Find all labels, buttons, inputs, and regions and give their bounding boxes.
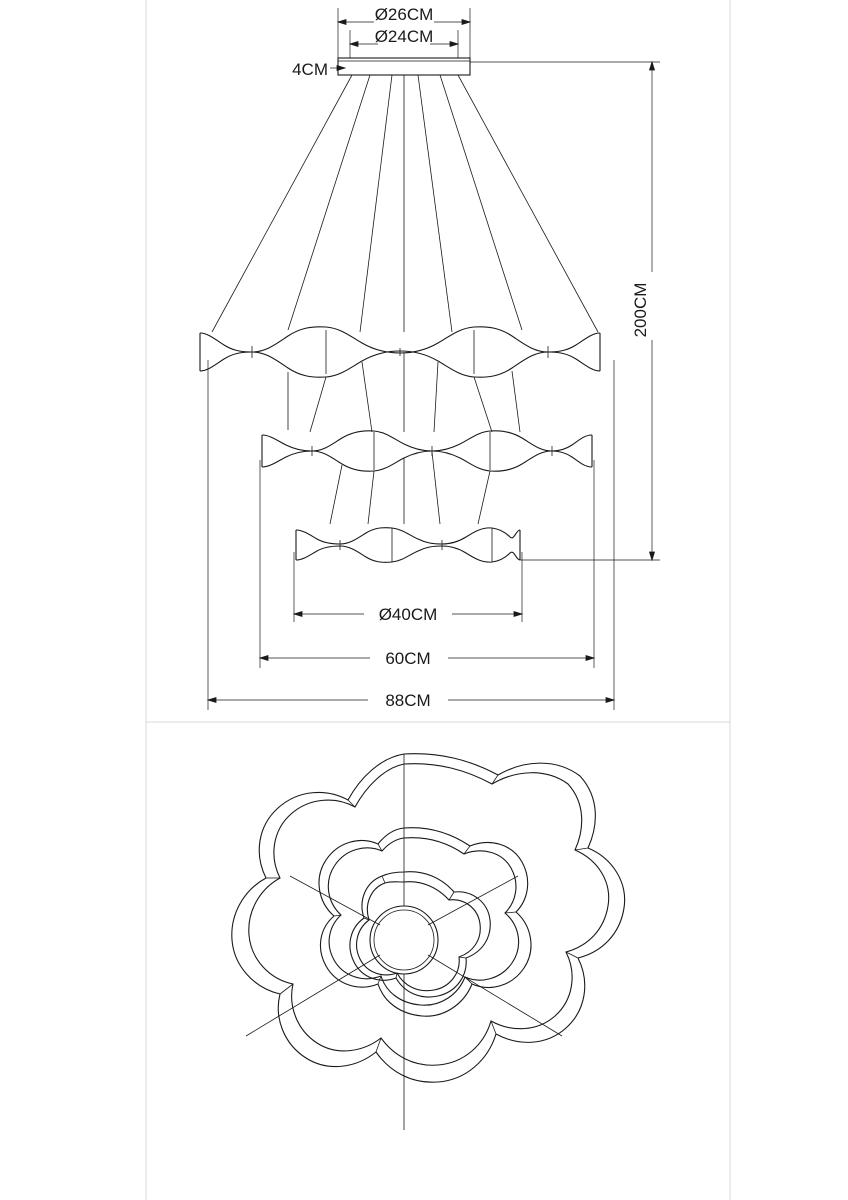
suspension-wires [212, 75, 598, 332]
wires-outer-to-middle [288, 353, 520, 432]
inner-ring-front [296, 528, 520, 563]
dim-label-canopy-outer-diameter: Ø26CM [374, 5, 434, 24]
top-plan-view [232, 754, 625, 1130]
outer-ring-front [200, 327, 600, 377]
middle-ring-front [262, 431, 592, 471]
dim-label-overall-drop-height: 200CM [631, 282, 650, 338]
wires-middle-to-inner [330, 452, 490, 524]
dim-label-middle-ring-diameter: 60CM [385, 649, 431, 668]
canopy [338, 58, 470, 75]
dim-label-outer-ring-diameter: 88CM [385, 691, 431, 710]
dim-middle-ring-diameter [260, 460, 594, 668]
dim-label-inner-ring-diameter: Ø40CM [378, 605, 438, 624]
dim-label-canopy-inner-diameter: Ø24CM [374, 27, 434, 46]
plan-wire-projections [246, 754, 562, 1130]
plan-middle-ring [319, 828, 531, 1016]
plan-canopy [370, 906, 438, 974]
plan-outer-ring [232, 754, 625, 1083]
page-frame [146, 0, 730, 1200]
dim-label-canopy-height: 4CM [292, 60, 328, 79]
